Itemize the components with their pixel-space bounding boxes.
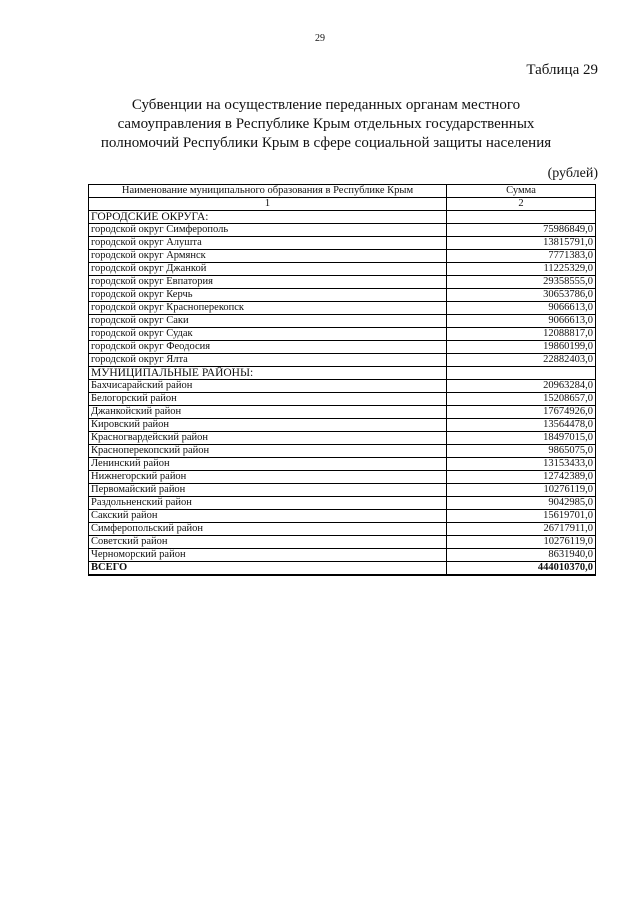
municipality-name: городской округ Алушта xyxy=(89,237,447,250)
section-heading-amount-empty xyxy=(447,211,596,224)
subvention-amount: 9042985,0 xyxy=(447,497,596,510)
subvention-amount: 13153433,0 xyxy=(447,458,596,471)
municipality-name: городской округ Феодосия xyxy=(89,341,447,354)
table-row xyxy=(89,419,596,432)
subvention-amount: 8631940,0 xyxy=(447,549,596,562)
table-body xyxy=(89,185,596,576)
table-row xyxy=(89,380,596,393)
table-row xyxy=(89,549,596,562)
table-row xyxy=(89,250,596,263)
municipality-name: Симферопольский район xyxy=(89,523,447,536)
municipality-name: Ленинский район xyxy=(89,458,447,471)
table-row xyxy=(89,445,596,458)
subvention-amount: 10276119,0 xyxy=(447,484,596,497)
municipality-name: городской округ Красноперекопск xyxy=(89,302,447,315)
column-header-amount: Сумма xyxy=(447,185,596,198)
title-line: полномочий Республики Крым в сфере социальной защиты населения xyxy=(100,135,552,151)
table-row xyxy=(89,471,596,484)
subventions-table xyxy=(88,184,596,576)
municipality-name: Красноперекопский район xyxy=(89,445,447,458)
subvention-amount: 13564478,0 xyxy=(447,419,596,432)
table-row xyxy=(89,354,596,367)
municipality-name: Белогорский район xyxy=(89,393,447,406)
table-row xyxy=(89,523,596,536)
subvention-amount: 20963284,0 xyxy=(447,380,596,393)
table-row xyxy=(89,302,596,315)
units-label: (рублей) xyxy=(547,166,598,181)
column-number-amount: 2 xyxy=(447,198,596,211)
subvention-amount: 9865075,0 xyxy=(447,445,596,458)
table-row xyxy=(89,458,596,471)
municipality-name: городской округ Керчь xyxy=(89,289,447,302)
table-row xyxy=(89,328,596,341)
municipality-name: городской округ Армянск xyxy=(89,250,447,263)
municipality-name: Первомайский район xyxy=(89,484,447,497)
table-row xyxy=(89,536,596,549)
table-header-row xyxy=(89,185,596,198)
section-heading: ГОРОДСКИЕ ОКРУГА: xyxy=(89,211,447,224)
table-row xyxy=(89,276,596,289)
municipality-name: Черноморский район xyxy=(89,549,447,562)
subvention-amount: 7771383,0 xyxy=(447,250,596,263)
title-line: Субвенции на осуществление переданных органам местного xyxy=(131,97,521,113)
subvention-amount: 13815791,0 xyxy=(447,237,596,250)
document-title xyxy=(92,96,560,153)
table-row xyxy=(89,289,596,302)
column-header-name: Наименование муниципального образования в Республике Крым xyxy=(89,185,447,198)
subvention-amount: 26717911,0 xyxy=(447,523,596,536)
municipality-name: Джанкойский район xyxy=(89,406,447,419)
section-heading-amount-empty xyxy=(447,367,596,380)
subvention-amount: 12742389,0 xyxy=(447,471,596,484)
subvention-amount: 9066613,0 xyxy=(447,302,596,315)
page-number: 29 xyxy=(315,33,325,44)
section-heading: МУНИЦИПАЛЬНЫЕ РАЙОНЫ: xyxy=(89,367,447,380)
section-heading-row xyxy=(89,367,596,380)
subvention-amount: 22882403,0 xyxy=(447,354,596,367)
municipality-name: городской округ Ялта xyxy=(89,354,447,367)
column-number-name: 1 xyxy=(89,198,447,211)
section-heading-row xyxy=(89,211,596,224)
municipality-name: городской округ Симферополь xyxy=(89,224,447,237)
table-row xyxy=(89,224,596,237)
table-row xyxy=(89,510,596,523)
subvention-amount: 17674926,0 xyxy=(447,406,596,419)
municipality-name: Кировский район xyxy=(89,419,447,432)
municipality-name: Сакский район xyxy=(89,510,447,523)
total-label: ВСЕГО xyxy=(89,562,447,576)
municipality-name: Нижнегорский район xyxy=(89,471,447,484)
municipality-name: городской округ Судак xyxy=(89,328,447,341)
table-row xyxy=(89,393,596,406)
municipality-name: городской округ Евпатория xyxy=(89,276,447,289)
total-row xyxy=(89,562,596,576)
table-row xyxy=(89,315,596,328)
municipality-name: городской округ Саки xyxy=(89,315,447,328)
municipality-name: городской округ Джанкой xyxy=(89,263,447,276)
subvention-amount: 9066613,0 xyxy=(447,315,596,328)
column-number-row xyxy=(89,198,596,211)
municipality-name: Красногвардейский район xyxy=(89,432,447,445)
table-row xyxy=(89,406,596,419)
table-row xyxy=(89,341,596,354)
total-amount: 444010370,0 xyxy=(447,562,596,576)
table-row xyxy=(89,263,596,276)
subvention-amount: 11225329,0 xyxy=(447,263,596,276)
subvention-amount: 15208657,0 xyxy=(447,393,596,406)
subvention-amount: 10276119,0 xyxy=(447,536,596,549)
municipality-name: Раздольненский район xyxy=(89,497,447,510)
municipality-name: Бахчисарайский район xyxy=(89,380,447,393)
subvention-amount: 75986849,0 xyxy=(447,224,596,237)
subvention-amount: 30653786,0 xyxy=(447,289,596,302)
subvention-amount: 19860199,0 xyxy=(447,341,596,354)
subvention-amount: 15619701,0 xyxy=(447,510,596,523)
subvention-amount: 29358555,0 xyxy=(447,276,596,289)
table-label: Таблица 29 xyxy=(526,62,598,78)
table-row xyxy=(89,237,596,250)
subvention-amount: 12088817,0 xyxy=(447,328,596,341)
title-line: самоуправления в Республике Крым отдельных государственных xyxy=(117,116,535,132)
table-row xyxy=(89,432,596,445)
table-row xyxy=(89,497,596,510)
table-row xyxy=(89,484,596,497)
subvention-amount: 18497015,0 xyxy=(447,432,596,445)
municipality-name: Советский район xyxy=(89,536,447,549)
